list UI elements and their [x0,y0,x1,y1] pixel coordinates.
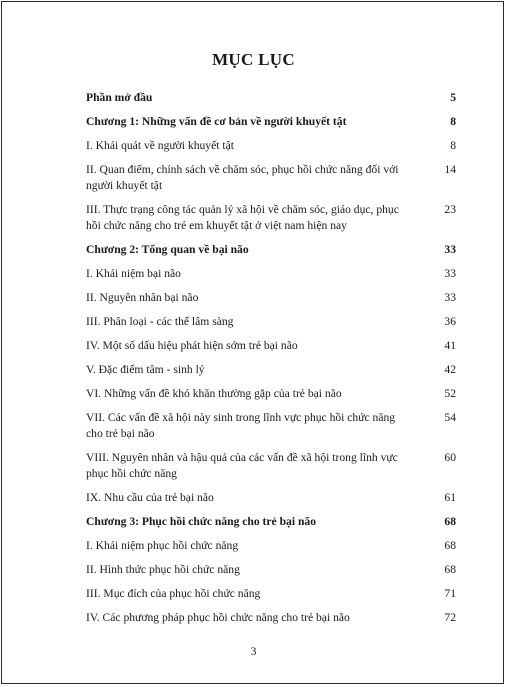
toc-entry-page: 14 [444,163,456,176]
toc-entry [86,90,456,106]
toc-entry-page: 61 [444,491,456,504]
toc-entry-page: 36 [444,315,456,328]
toc-entry-page: 68 [444,515,456,528]
toc-entry-label: II. Nguyên nhân bại não [86,291,199,304]
page-title: MỤC LỤC [212,50,295,69]
toc-entry-page: 41 [444,339,456,352]
toc-entry-label: Phần mở đầu [86,91,153,104]
toc-entry-label: I. Khái quát về người khuyết tật [86,139,234,152]
toc-entry-label: IV. Một số dấu hiệu phát hiện sớm trẻ bại não [86,339,298,352]
toc-entry-label: Chương 3: Phục hồi chức năng cho trẻ bại não [86,515,317,528]
toc-entry-page: 54 [444,411,456,424]
toc-entry-page: 68 [444,563,456,576]
toc-entry [86,610,456,626]
toc-entry [86,538,456,554]
toc-entry-page: 71 [444,587,456,600]
toc-entry-label: VI. Những vấn đề khó khăn thường gặp của trẻ bại não [86,387,342,400]
toc-entry [86,202,456,234]
toc-entry-page: 52 [444,387,456,400]
toc-entry-label: III. Thực trạng công tác quản lý xã hội về chăm sóc, giáo dục, phục hồi chức năng cho trẻ em khuyết tật ở việt nam hiện nay [86,203,399,232]
toc-entry-page: 23 [444,203,456,216]
toc-entry [86,514,456,530]
toc-entry-page: 72 [444,611,456,624]
toc-entry-page: 5 [450,91,456,104]
toc-entry-label: VII. Các vấn đề xã hội này sinh trong lĩnh vực phục hồi chức năng cho trẻ bại não [86,411,396,440]
toc-entry [86,314,456,330]
toc-entry-page: 68 [444,539,456,552]
toc-entry-label: IX. Nhu cầu của trẻ bại não [86,491,214,504]
toc-entry [86,410,456,442]
toc-entry-label: III. Mục đích của phục hồi chức năng [86,587,261,600]
toc-entry [86,266,456,282]
toc-entry-label: Chương 2: Tổng quan về bại não [86,243,249,256]
toc-entry-label: I. Khái niệm bại não [86,267,181,280]
toc-entry [86,162,456,194]
toc-entry-label: I. Khái niệm phục hồi chức năng [86,539,239,552]
toc-entry-page: 33 [444,243,456,256]
toc-entry [86,362,456,378]
toc-entry-label: III. Phân loại - các thể lâm sàng [86,315,234,328]
toc-entry-label: V. Đặc điểm tâm - sinh lý [86,363,205,376]
toc-entry [86,242,456,258]
toc-entry-label: II. Quan điểm, chính sách về chăm sóc, phục hồi chức năng đối với người khuyết tật [86,163,399,192]
toc-entry-page: 33 [444,267,456,280]
toc-entry [86,138,456,154]
page-number: 3 [250,645,257,658]
toc-entry [86,490,456,506]
toc-entry-label: II. Hình thức phục hồi chức năng [86,563,240,576]
toc-entry [86,586,456,602]
toc-entry-page: 33 [444,291,456,304]
toc-entry-page: 8 [450,139,456,152]
toc-entry-label: Chương 1: Những vấn đề cơ bản về người khuyết tật [86,115,347,128]
toc-entry [86,114,456,130]
toc-entry [86,338,456,354]
toc-entry [86,450,456,482]
toc-entry-label: VIII. Nguyên nhân và hậu quả của các vấn đề xã hội trong lĩnh vực phục hồi chức năng [86,451,398,480]
toc-entry-page: 8 [450,115,456,128]
toc-entry-page: 60 [444,451,456,464]
toc-entry [86,562,456,578]
toc-entry [86,386,456,402]
toc-entry-label: IV. Các phương pháp phục hồi chức năng cho trẻ bại não [86,611,350,624]
table-of-contents [86,90,456,626]
toc-entry [86,290,456,306]
toc-entry-page: 42 [444,363,456,376]
